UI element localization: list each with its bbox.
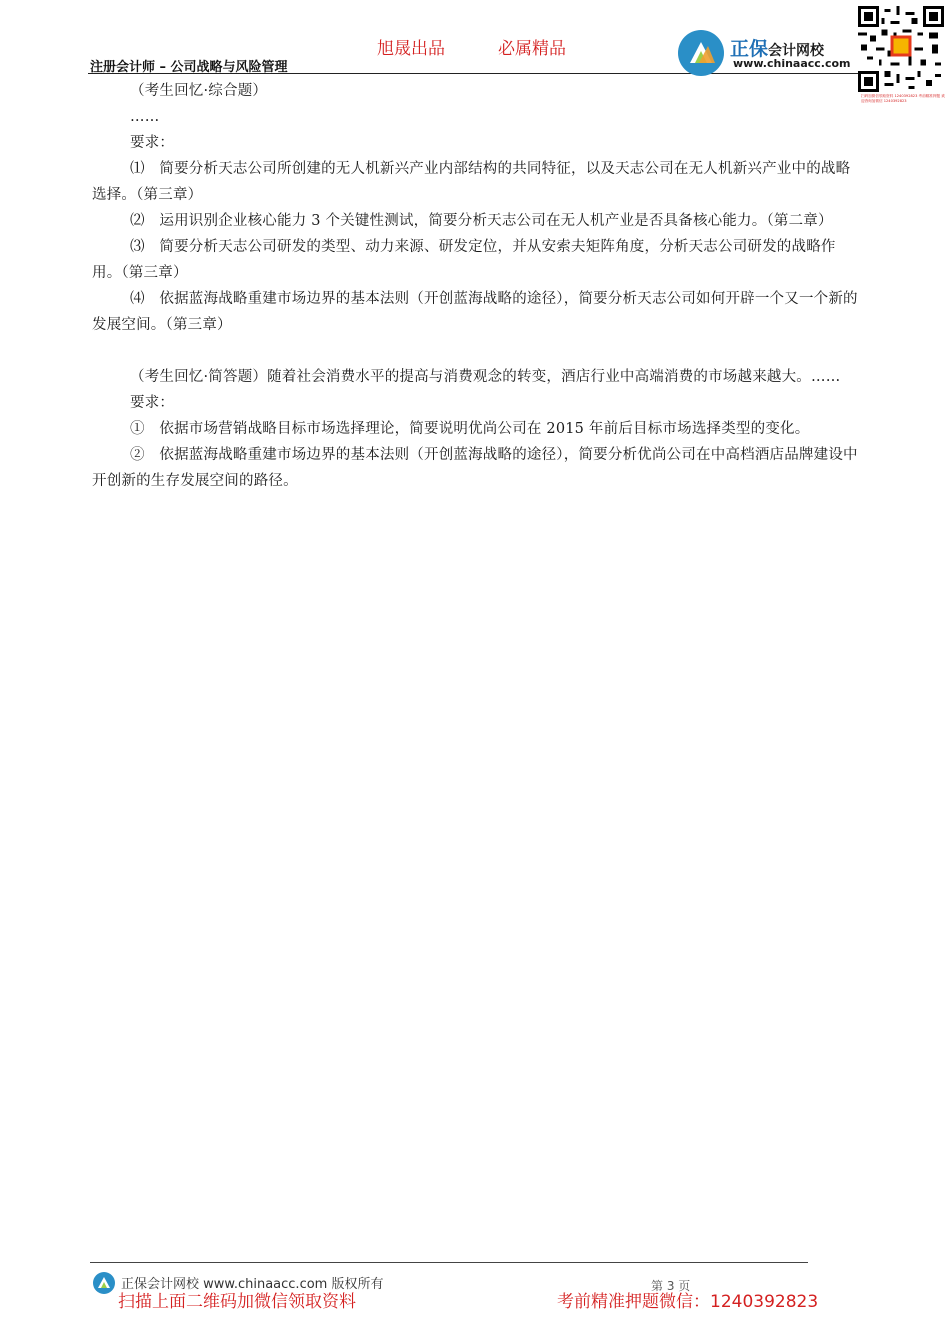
footer-divider [90, 1262, 808, 1263]
requirement-2: ⑵ 运用识别企业核心能力 3 个关键性测试，简要分析天志公司在无人机产业是否具备核心能力。（第二章） [130, 213, 833, 229]
question-1-requirement-heading: 要求： [130, 135, 175, 151]
requirement-3: ⑶ 简要分析天志公司研发的类型、动力来源、研发定位，并从安索夫矩阵角度，分析天志公司研发的战略作用。（第三章） [92, 239, 836, 281]
header-slogan-2: 必属精品 [498, 39, 566, 59]
footer-promo-left: 扫描上面二维码加微信领取资料 [118, 1292, 356, 1312]
requirement-1: ⑴ 简要分析天志公司所创建的无人机新兴产业内部结构的共同特征，以及天志公司在无人机新兴产业中的战略选择。（第三章） [92, 161, 851, 203]
header-course-title: 注册会计师 – 公司战略与风险管理 [90, 60, 288, 75]
qr-code-image [858, 6, 944, 92]
brand-url: www.chinaacc.com [733, 57, 851, 70]
footer-logo-icon [93, 1272, 115, 1294]
question-1-ellipsis: …… [130, 109, 160, 125]
question-2-requirement-heading: 要求： [130, 395, 175, 411]
requirement-4: ⑷ 依据蓝海战略重建市场边界的基本法则（开创蓝海战略的途径），简要分析天志公司如何开辟一个又一个新的发展空间。（第三章） [92, 291, 858, 333]
brand-name-main: 正保 [730, 38, 769, 60]
brand-name-suffix: 会计网校 [768, 43, 825, 59]
header-slogan-1: 旭晟出品 [377, 39, 445, 59]
brand-logo-icon [678, 30, 724, 76]
header-divider [88, 73, 858, 74]
question-1-label: （考生回忆·综合题） [130, 83, 268, 99]
document-body [92, 78, 858, 494]
page-number: 第 3 页 [651, 1279, 691, 1293]
paragraph-gap [92, 338, 858, 364]
question-2-requirement-2: ② 依据蓝海战略重建市场边界的基本法则（开创蓝海战略的途径），简要分析优尚公司在中高档酒店品牌建设中开创新的生存发展空间的路径。 [92, 447, 858, 489]
footer-copyright: 正保会计网校 www.chinaacc.com 版权所有 [121, 1277, 384, 1292]
qr-caption: 扫码加微信领取资料 1240392823 考前精准押题 欢迎咨询加微信 1240392823 [861, 94, 945, 103]
footer-promo-right: 考前精准押题微信：1240392823 [557, 1292, 819, 1312]
question-2-requirement-1: ① 依据市场营销战略目标市场选择理论，简要说明优尚公司在 2015 年前后目标市场选择类型的变化。 [130, 421, 810, 437]
question-2-intro: （考生回忆·简答题）随着社会消费水平的提高与消费观念的转变，酒店行业中高端消费的市场越来越大。…… [130, 369, 841, 385]
